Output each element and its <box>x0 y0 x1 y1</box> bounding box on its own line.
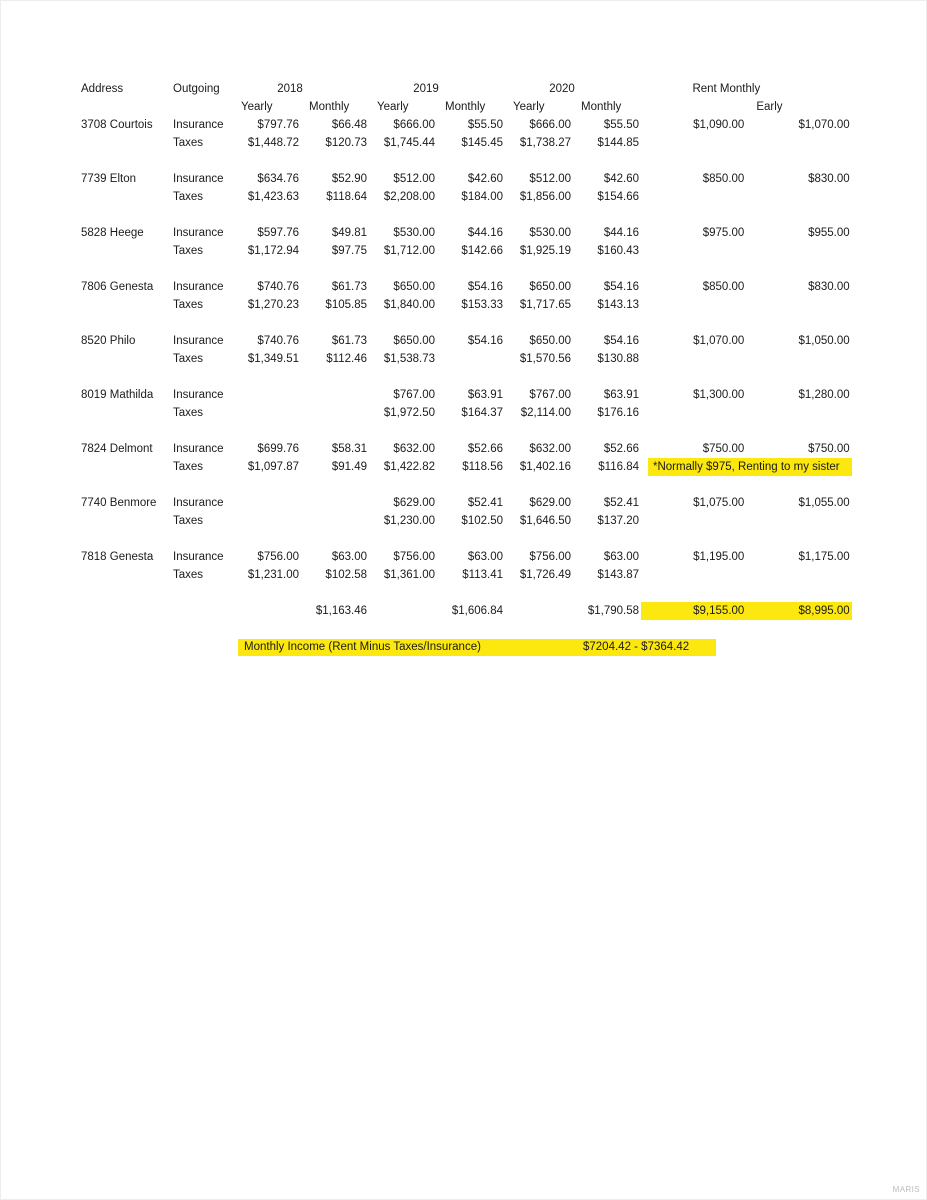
taxes-value: $153.33 <box>461 299 503 311</box>
taxes-value: $130.88 <box>597 353 639 365</box>
monthly-2020-header: Monthly <box>581 101 622 113</box>
yearly-2019-header: Yearly <box>377 101 409 113</box>
taxes-value: $113.41 <box>462 569 503 581</box>
spacer-row <box>80 314 852 332</box>
address-cell: 7818 Genesta <box>81 551 154 563</box>
insurance-value <box>233 494 301 512</box>
yearly-2018-header: Yearly <box>241 101 273 113</box>
property-taxes-row <box>80 188 852 206</box>
rent-value: $1,195.00 <box>693 551 745 563</box>
monthly-2018-header: Monthly <box>309 101 350 113</box>
spacer-row <box>80 476 852 494</box>
rent-value: $1,300.00 <box>693 389 745 401</box>
taxes-value: $1,646.50 <box>519 515 571 527</box>
early-header: Early <box>756 101 783 113</box>
insurance-value: $63.00 <box>467 551 503 563</box>
taxes-value: $1,745.44 <box>383 137 435 149</box>
insurance-label: Insurance <box>173 119 224 131</box>
note-cell <box>641 458 852 476</box>
insurance-value: $767.00 <box>529 389 571 401</box>
year-2019-header: 2019 <box>413 83 439 95</box>
taxes-value: $118.56 <box>462 461 503 473</box>
insurance-value <box>301 494 369 512</box>
early-value: $750.00 <box>808 443 850 455</box>
address-cell <box>80 296 166 314</box>
address-cell: 7824 Delmont <box>81 443 153 455</box>
taxes-label: Taxes <box>173 245 204 257</box>
address-cell <box>80 404 166 422</box>
insurance-value: $63.00 <box>331 551 367 563</box>
property-insurance-row <box>80 386 852 404</box>
address-cell: 7740 Benmore <box>81 497 157 509</box>
address-cell <box>80 188 166 206</box>
taxes-value: $1,856.00 <box>519 191 571 203</box>
taxes-value <box>301 512 369 530</box>
property-taxes-row <box>80 512 852 530</box>
rent-monthly-header: Rent Monthly <box>692 83 761 95</box>
taxes-value: $1,230.00 <box>383 515 435 527</box>
header-row-sub <box>80 98 852 116</box>
rent-value: $850.00 <box>702 173 745 185</box>
early-value: $955.00 <box>808 227 850 239</box>
taxes-value: $1,717.65 <box>519 299 571 311</box>
insurance-value: $63.91 <box>467 389 503 401</box>
insurance-value: $597.76 <box>257 227 299 239</box>
early-empty-cell <box>746 566 851 584</box>
taxes-value: $142.66 <box>461 245 503 257</box>
taxes-value: $102.58 <box>325 569 367 581</box>
taxes-value: $1,570.56 <box>519 353 571 365</box>
monthly-2019-header: Monthly <box>445 101 486 113</box>
address-cell <box>80 566 166 584</box>
early-empty-cell <box>746 188 851 206</box>
insurance-value: $650.00 <box>529 281 571 293</box>
early-empty-cell <box>746 242 851 260</box>
insurance-value: $650.00 <box>529 335 571 347</box>
taxes-value: $1,738.27 <box>519 137 571 149</box>
insurance-value: $54.16 <box>467 281 503 293</box>
taxes-value: $1,422.82 <box>383 461 435 473</box>
address-cell <box>80 242 166 260</box>
taxes-value: $97.75 <box>331 245 367 257</box>
taxes-label: Taxes <box>173 461 204 473</box>
property-taxes-row <box>80 350 852 368</box>
insurance-value: $55.50 <box>603 119 639 131</box>
insurance-value: $756.00 <box>529 551 571 563</box>
insurance-value: $52.41 <box>603 497 639 509</box>
insurance-value: $52.66 <box>603 443 639 455</box>
insurance-value: $530.00 <box>529 227 571 239</box>
note-highlight: *Normally $975, Renting to my sister <box>648 458 852 476</box>
insurance-value: $634.76 <box>257 173 299 185</box>
taxes-value: $105.85 <box>325 299 367 311</box>
year-2018-header: 2018 <box>277 83 303 95</box>
spacer-row <box>80 620 852 638</box>
insurance-label: Insurance <box>173 551 224 563</box>
property-taxes-row <box>80 404 852 422</box>
insurance-value: $55.50 <box>467 119 503 131</box>
spacer-row <box>80 368 852 386</box>
taxes-value: $1,349.51 <box>247 353 299 365</box>
insurance-value: $66.48 <box>331 119 367 131</box>
insurance-value: $42.60 <box>467 173 503 185</box>
insurance-value: $54.16 <box>467 335 503 347</box>
property-taxes-row <box>80 134 852 152</box>
insurance-label: Insurance <box>173 443 224 455</box>
insurance-value: $63.91 <box>603 389 639 401</box>
insurance-value: $740.76 <box>257 335 299 347</box>
rent-value: $1,090.00 <box>693 119 745 131</box>
address-cell: 8019 Mathilda <box>81 389 154 401</box>
insurance-value: $44.16 <box>467 227 503 239</box>
property-taxes-row <box>80 242 852 260</box>
insurance-value: $52.90 <box>331 173 367 185</box>
address-cell: 5828 Heege <box>81 227 144 239</box>
rent-empty-cell <box>641 350 746 368</box>
taxes-value: $1,840.00 <box>383 299 435 311</box>
maris-watermark: MARIS <box>892 1185 920 1194</box>
taxes-value: $176.16 <box>597 407 639 419</box>
early-empty-cell <box>746 350 851 368</box>
taxes-value: $1,423.63 <box>247 191 299 203</box>
income-value: $7204.42 - $7364.42 <box>583 640 690 653</box>
insurance-value: $61.73 <box>331 281 367 293</box>
property-insurance-row <box>80 494 852 512</box>
address-cell <box>80 350 166 368</box>
rent-empty-cell <box>641 512 746 530</box>
taxes-value: $118.64 <box>326 191 367 203</box>
taxes-value: $145.45 <box>461 137 503 149</box>
insurance-label: Insurance <box>173 497 224 509</box>
income-label: Monthly Income (Rent Minus Taxes/Insurance) <box>244 640 481 653</box>
taxes-value: $160.43 <box>597 245 639 257</box>
insurance-value: $666.00 <box>529 119 571 131</box>
taxes-value: $143.13 <box>597 299 639 311</box>
taxes-value: $1,361.00 <box>383 569 435 581</box>
taxes-value: $154.66 <box>597 191 639 203</box>
property-insurance-row <box>80 278 852 296</box>
address-cell: 7806 Genesta <box>81 281 154 293</box>
insurance-label: Insurance <box>173 281 224 293</box>
property-insurance-row <box>80 440 852 458</box>
taxes-value: $137.20 <box>597 515 639 527</box>
spacer-row <box>80 260 852 278</box>
insurance-value: $52.41 <box>467 497 503 509</box>
outgoing-header: Outgoing <box>173 83 220 95</box>
taxes-value: $1,097.87 <box>247 461 299 473</box>
early-value: $1,070.00 <box>798 119 850 131</box>
taxes-value: $1,712.00 <box>383 245 435 257</box>
insurance-value <box>301 386 369 404</box>
early-empty-cell <box>746 404 851 422</box>
rent-value: $750.00 <box>702 443 745 455</box>
insurance-value: $54.16 <box>603 281 639 293</box>
taxes-value: $1,538.73 <box>383 353 435 365</box>
insurance-label: Insurance <box>173 335 224 347</box>
rent-empty-cell <box>641 188 746 206</box>
rent-empty-cell <box>641 566 746 584</box>
early-value: $830.00 <box>808 173 850 185</box>
taxes-value: $2,208.00 <box>383 191 435 203</box>
sheet-foot <box>80 602 852 656</box>
insurance-value: $629.00 <box>393 497 435 509</box>
taxes-value: $144.85 <box>597 137 639 149</box>
taxes-label: Taxes <box>173 137 204 149</box>
insurance-value: $740.76 <box>257 281 299 293</box>
early-value: $1,055.00 <box>798 497 850 509</box>
taxes-label: Taxes <box>173 515 204 527</box>
header-row-main <box>80 80 852 98</box>
insurance-value: $49.81 <box>331 227 367 239</box>
insurance-value: $797.76 <box>257 119 299 131</box>
taxes-value: $91.49 <box>331 461 367 473</box>
totals-row <box>80 602 852 620</box>
taxes-label: Taxes <box>173 191 204 203</box>
insurance-label: Insurance <box>173 227 224 239</box>
property-insurance-row <box>80 116 852 134</box>
insurance-value: $44.16 <box>603 227 639 239</box>
address-cell <box>80 134 166 152</box>
insurance-value: $650.00 <box>393 335 435 347</box>
taxes-value: $184.00 <box>461 191 503 203</box>
property-insurance-row <box>80 332 852 350</box>
early-empty-cell <box>746 296 851 314</box>
property-insurance-row <box>80 224 852 242</box>
insurance-value <box>233 386 301 404</box>
taxes-value: $120.73 <box>325 137 367 149</box>
taxes-value: $2,114.00 <box>520 407 571 419</box>
property-rows <box>80 116 852 602</box>
rent-value: $975.00 <box>702 227 745 239</box>
rental-spreadsheet <box>80 80 852 656</box>
total-monthly-2018: $1,163.46 <box>315 605 367 617</box>
taxes-value: $1,972.50 <box>383 407 435 419</box>
taxes-label: Taxes <box>173 569 204 581</box>
address-cell <box>80 512 166 530</box>
taxes-value: $164.37 <box>461 407 503 419</box>
yearly-2020-header: Yearly <box>513 101 545 113</box>
insurance-value: $632.00 <box>393 443 435 455</box>
insurance-value: $512.00 <box>529 173 571 185</box>
insurance-value: $650.00 <box>393 281 435 293</box>
address-cell <box>80 458 166 476</box>
taxes-value: $1,726.49 <box>519 569 571 581</box>
address-header: Address <box>81 83 124 95</box>
taxes-value <box>233 404 301 422</box>
taxes-value: $1,270.23 <box>247 299 299 311</box>
taxes-value <box>233 512 301 530</box>
insurance-value: $52.66 <box>467 443 503 455</box>
rent-value: $1,070.00 <box>693 335 745 347</box>
income-cell <box>233 638 852 656</box>
rent-value: $1,075.00 <box>693 497 745 509</box>
early-value: $1,175.00 <box>798 551 850 563</box>
property-taxes-row <box>80 566 852 584</box>
insurance-value: $629.00 <box>529 497 571 509</box>
property-insurance-row <box>80 170 852 188</box>
rent-value: $850.00 <box>702 281 745 293</box>
insurance-value: $54.16 <box>603 335 639 347</box>
taxes-value: $102.50 <box>461 515 503 527</box>
taxes-label: Taxes <box>173 353 204 365</box>
rent-empty-cell <box>641 404 746 422</box>
sheet-head <box>80 80 852 116</box>
insurance-value: $699.76 <box>257 443 299 455</box>
total-monthly-2019: $1,606.84 <box>451 605 503 617</box>
property-taxes-row <box>80 458 852 476</box>
total-early: $8,995.00 <box>746 602 851 620</box>
taxes-value: $112.46 <box>326 353 367 365</box>
taxes-label: Taxes <box>173 407 204 419</box>
property-taxes-row <box>80 296 852 314</box>
taxes-value: $143.87 <box>597 569 639 581</box>
insurance-value: $666.00 <box>393 119 435 131</box>
early-value: $1,280.00 <box>798 389 850 401</box>
early-value: $1,050.00 <box>798 335 850 347</box>
insurance-value: $42.60 <box>603 173 639 185</box>
insurance-value: $61.73 <box>331 335 367 347</box>
taxes-label: Taxes <box>173 299 204 311</box>
total-rent: $9,155.00 <box>641 602 746 620</box>
income-highlight-bar <box>238 639 716 656</box>
taxes-value: $1,925.19 <box>519 245 571 257</box>
spacer-row <box>80 530 852 548</box>
insurance-value: $512.00 <box>393 173 435 185</box>
year-2020-header: 2020 <box>549 83 575 95</box>
spacer-row <box>80 422 852 440</box>
early-empty-cell <box>746 512 851 530</box>
taxes-value <box>437 350 505 368</box>
insurance-value: $58.31 <box>331 443 367 455</box>
early-empty-cell <box>746 134 851 152</box>
insurance-value: $632.00 <box>529 443 571 455</box>
address-cell: 8520 Philo <box>81 335 136 347</box>
early-value: $830.00 <box>808 281 850 293</box>
property-insurance-row <box>80 548 852 566</box>
address-cell: 3708 Courtois <box>81 119 153 131</box>
insurance-value: $756.00 <box>393 551 435 563</box>
taxes-value: $1,448.72 <box>247 137 299 149</box>
spacer-row <box>80 152 852 170</box>
taxes-value: $1,231.00 <box>247 569 299 581</box>
taxes-value: $116.84 <box>598 461 639 473</box>
rent-empty-cell <box>641 296 746 314</box>
total-monthly-2020: $1,790.58 <box>587 605 639 617</box>
spacer-row <box>80 584 852 602</box>
insurance-value: $63.00 <box>603 551 639 563</box>
insurance-value: $530.00 <box>393 227 435 239</box>
insurance-value: $756.00 <box>257 551 299 563</box>
insurance-value: $767.00 <box>393 389 435 401</box>
taxes-value <box>301 404 369 422</box>
address-cell: 7739 Elton <box>81 173 136 185</box>
rent-empty-cell <box>641 134 746 152</box>
rent-empty-cell <box>641 242 746 260</box>
income-row <box>80 638 852 656</box>
insurance-label: Insurance <box>173 389 224 401</box>
insurance-label: Insurance <box>173 173 224 185</box>
taxes-value: $1,172.94 <box>247 245 299 257</box>
taxes-value: $1,402.16 <box>519 461 571 473</box>
spacer-row <box>80 206 852 224</box>
